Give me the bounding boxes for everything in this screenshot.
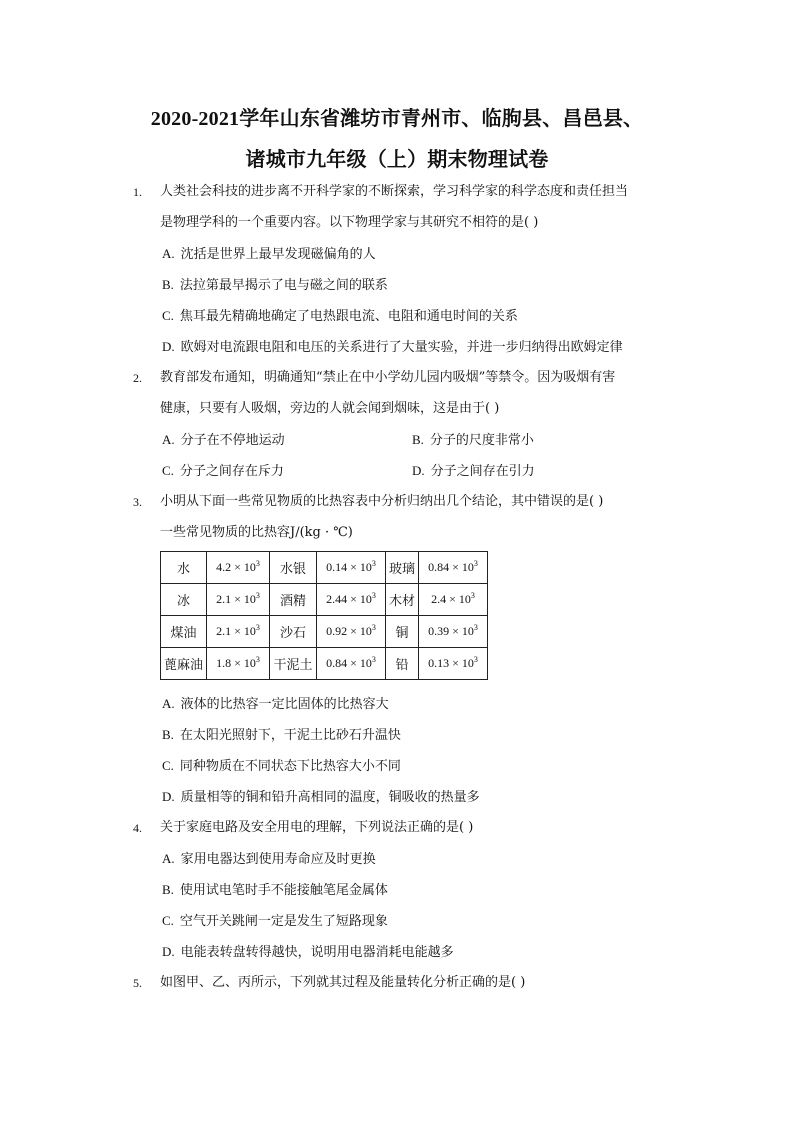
specific-heat-value: $0.84 \times 10^3$ — [317, 648, 386, 680]
option-text: 法拉第最早揭示了电与磁之间的联系 — [179, 278, 388, 293]
option-text: 分子之间存在引力 — [430, 464, 535, 479]
substance-name: 水 — [161, 552, 207, 584]
substance-name: 干泥土 — [270, 648, 317, 680]
specific-heat-value: $0.13 \times 10^3$ — [419, 648, 488, 680]
option-label: A. — [162, 246, 175, 261]
option-text: 电能表转盘转得越快，说明用电器消耗电能越多 — [180, 945, 454, 960]
table-row — [161, 616, 488, 648]
substance-name: 水银 — [270, 552, 317, 584]
question-stem-line: 是物理学科的一个重要内容。以下物理学家与其研究不相符的是( ) — [160, 215, 539, 230]
question-stem-line: 小明从下面一些常见物质的比热容表中分析归纳出几个结论，其中错误的是( ) — [160, 494, 604, 509]
option-text: 家用电器达到使用寿命应及时更换 — [180, 852, 376, 867]
option-text: 空气开关跳闸一定是发生了短路现象 — [179, 914, 388, 929]
option-c — [162, 912, 388, 931]
specific-heat-value: $2.4 \times 10^3$ — [419, 584, 488, 616]
option-label: C. — [162, 308, 174, 323]
option-text: 使用试电笔时手不能接触笔尾金属体 — [179, 883, 388, 898]
option-c — [162, 307, 518, 326]
substance-name: 冰 — [161, 584, 207, 616]
specific-heat-value: $1.8 \times 10^3$ — [207, 648, 270, 680]
option-label: A. — [162, 432, 175, 447]
option-label: B. — [162, 277, 174, 292]
exam-title-line-1: 2020-2021学年山东省潍坊市青州市、临朐县、昌邑县、 — [150, 108, 644, 130]
option-a — [162, 431, 285, 450]
table-row — [161, 584, 488, 616]
question-number: 4. — [133, 821, 142, 835]
question-number: 2. — [133, 371, 142, 385]
option-text: 欧姆对电流跟电阻和电压的关系进行了大量实验，并进一步归纳得出欧姆定律 — [180, 340, 623, 355]
option-label: C. — [162, 463, 174, 478]
option-label: D. — [162, 789, 175, 804]
specific-heat-value: $0.84 \times 10^3$ — [419, 552, 488, 584]
question-stem-line: 健康，只要有人吸烟，旁边的人就会闻到烟味，这是由于( ) — [160, 401, 500, 416]
option-label: B. — [162, 882, 174, 897]
option-d — [162, 788, 480, 807]
option-text: 质量相等的铜和铅升高相同的温度，铜吸收的热量多 — [180, 790, 480, 805]
option-text: 液体的比热容一定比固体的比热容大 — [180, 697, 389, 712]
option-a — [162, 245, 376, 264]
specific-heat-value: $0.39 \times 10^3$ — [419, 616, 488, 648]
option-b — [162, 881, 388, 900]
option-label: A. — [162, 851, 175, 866]
option-label: B. — [412, 432, 424, 447]
table-caption: 一些常见物质的比热容J/(kg · ℃) — [160, 525, 353, 540]
option-label: D. — [162, 944, 175, 959]
option-d — [162, 338, 623, 357]
question-stem-line: 人类社会科技的进步离不开科学家的不断探索，学习科学家的科学态度和责任担当 — [160, 184, 629, 199]
option-a — [162, 695, 389, 714]
question-number: 3. — [133, 495, 142, 509]
option-a — [162, 850, 376, 869]
specific-heat-value: $2.44 \times 10^3$ — [317, 584, 386, 616]
option-b — [162, 276, 388, 295]
option-text: 同种物质在不同状态下比热容大小不同 — [179, 759, 401, 774]
option-label: C. — [162, 758, 174, 773]
option-d — [162, 943, 454, 962]
option-b — [412, 431, 534, 450]
specific-heat-value: $0.14 \times 10^3$ — [317, 552, 386, 584]
option-text: 分子的尺度非常小 — [429, 433, 534, 448]
option-text: 沈括是世界上最早发现磁偏角的人 — [180, 247, 376, 262]
substance-name: 酒精 — [270, 584, 317, 616]
option-b — [162, 726, 401, 745]
substance-name: 铜 — [386, 616, 419, 648]
option-label: D. — [412, 463, 425, 478]
option-label: A. — [162, 696, 175, 711]
specific-heat-value: $0.92 \times 10^3$ — [317, 616, 386, 648]
substance-name: 煤油 — [161, 616, 207, 648]
option-label: D. — [162, 339, 175, 354]
option-label: B. — [162, 727, 174, 742]
table-row — [161, 552, 488, 584]
substance-name: 蓖麻油 — [161, 648, 207, 680]
specific-heat-value: $4.2 \times 10^3$ — [207, 552, 270, 584]
substance-name: 玻璃 — [386, 552, 419, 584]
table-row — [161, 648, 488, 680]
specific-heat-value: $2.1 \times 10^3$ — [207, 616, 270, 648]
substance-name: 沙石 — [270, 616, 317, 648]
question-number: 1. — [133, 185, 142, 199]
specific-heat-value: $2.1 \times 10^3$ — [207, 584, 270, 616]
option-c — [162, 757, 401, 776]
question-stem-line: 如图甲、乙、丙所示，下列就其过程及能量转化分析正确的是( ) — [160, 975, 526, 990]
exam-title-line-2: 诸城市九年级（上）期末物理试卷 — [245, 149, 549, 171]
option-c — [162, 462, 284, 481]
question-number: 5. — [133, 976, 142, 990]
option-d — [412, 462, 535, 481]
question-stem-line: 关于家庭电路及安全用电的理解，下列说法正确的是( ) — [160, 820, 474, 835]
option-label: C. — [162, 913, 174, 928]
specific-heat-table — [160, 551, 488, 680]
question-stem-line: 教育部发布通知，明确通知“禁止在中小学幼儿园内吸烟”等禁令。因为吸烟有害 — [160, 370, 616, 385]
substance-name: 铅 — [386, 648, 419, 680]
option-text: 焦耳最先精确地确定了电热跟电流、电阻和通电时间的关系 — [179, 309, 518, 324]
substance-name: 木材 — [386, 584, 419, 616]
option-text: 在太阳光照射下，干泥土比砂石升温快 — [179, 728, 401, 743]
option-text: 分子在不停地运动 — [180, 433, 285, 448]
option-text: 分子之间存在斥力 — [179, 464, 284, 479]
